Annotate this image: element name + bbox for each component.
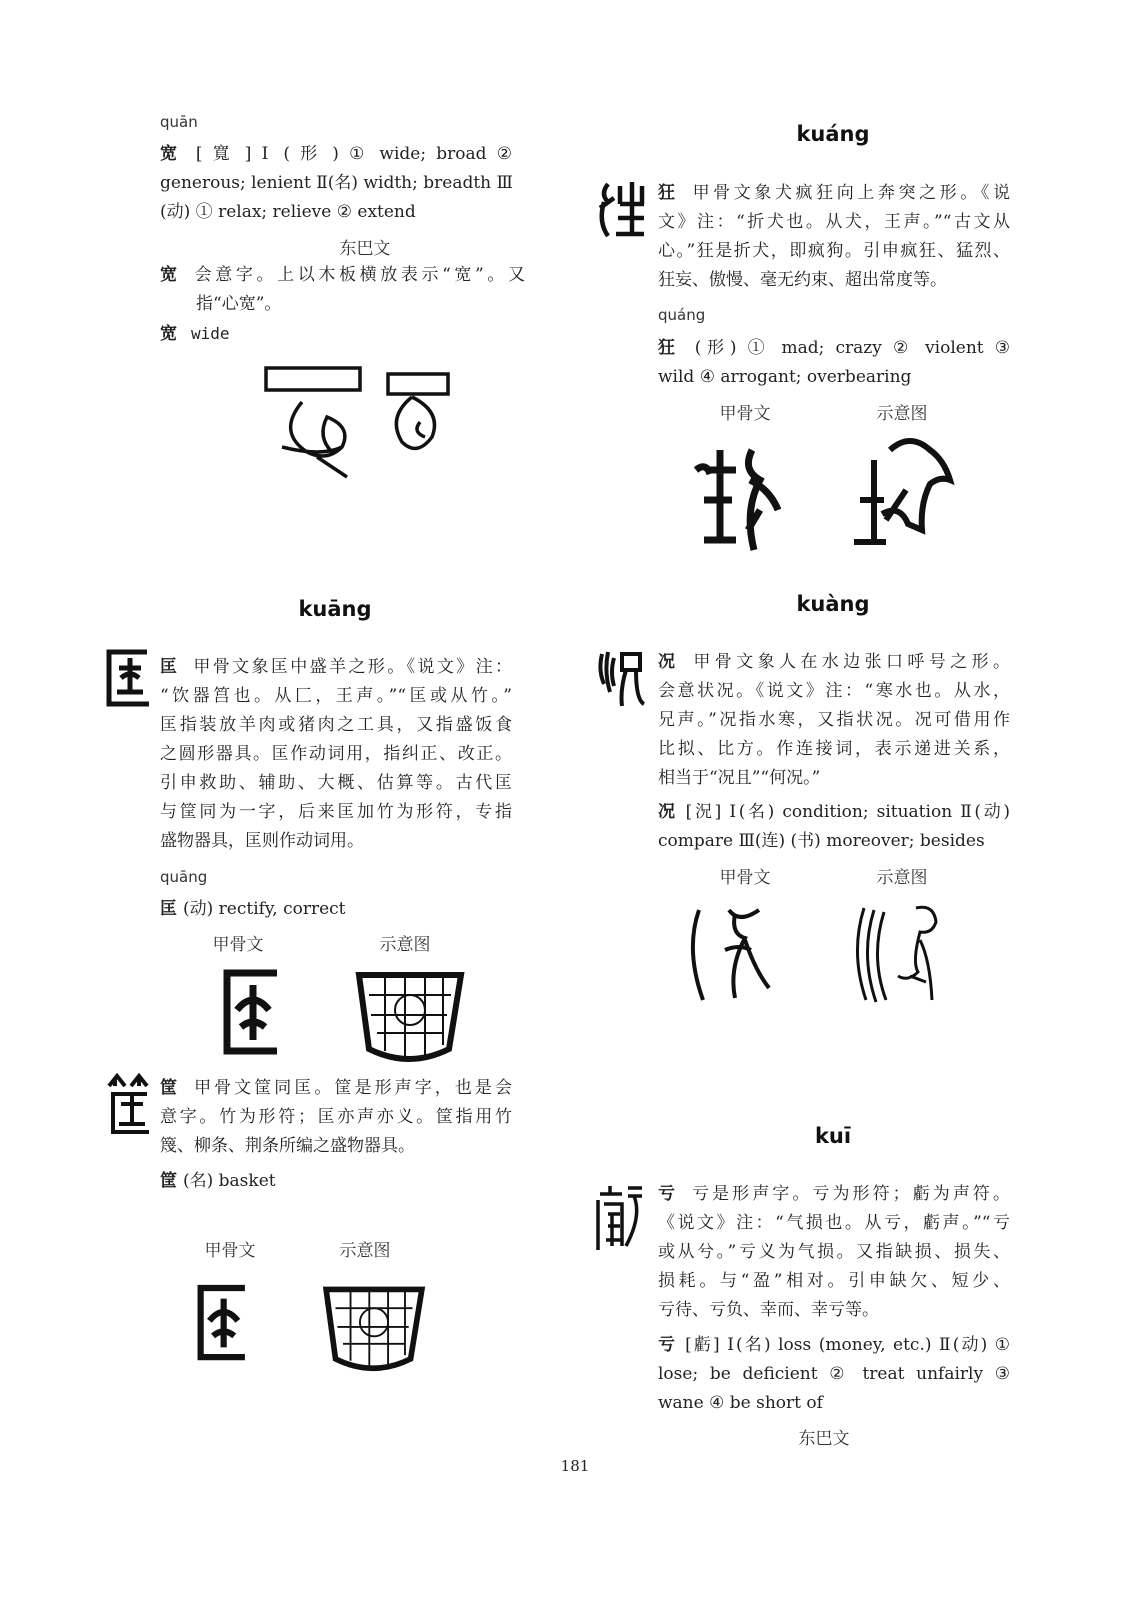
seal-script-kui-icon [594,1180,644,1256]
text-line: 匡指装放羊肉或猪肉之工具，又指盛饭食 [160,715,512,735]
kuang2-explanation [658,179,1010,295]
gloss: wide [191,324,230,343]
caption-diagram: 示意图 [876,868,928,888]
headword: 狂 [658,183,679,203]
text-line: 盛物器具，匡则作动词用。 [160,831,364,851]
def-line: generous; lenient Ⅱ(名) width; breadth Ⅲ [160,173,513,193]
def-line: [況] Ⅰ(名) condition; situation Ⅱ(动) [685,802,1011,822]
text-line: 甲骨文象匡中盛羊之形。《说文》注： [193,657,513,677]
pinyin-quan: quān [160,113,198,131]
seal-script-kuang-basket-icon [103,1072,153,1138]
text-line: 指“心宽”。 [196,294,282,314]
text-line: 与筐同为一字，后来匡加竹为形符，专指 [160,802,512,822]
kuang2-definition [658,334,1010,392]
headword: 匡 [160,899,177,919]
text-line: 亏待、亏负、幸而、幸亏等。 [658,1300,879,1320]
diagram-person-by-water-image [850,900,945,1005]
text-line: 损耗。与“盈”相对。引申缺欠、短少、 [658,1271,1010,1291]
caption-oracle: 甲骨文 [212,935,264,955]
diagram-mad-dog-image [850,430,960,550]
heading-kuang1: kuāng [298,597,372,621]
text-line: 意字。竹为形符；匡亦声亦义。筐指用竹 [160,1107,512,1127]
diagram-basket-image [322,1280,426,1372]
headword: 筐 [160,1078,181,1098]
def-line: lose; be deficient ② treat unfairly ③ [658,1364,1010,1384]
text-line: 文》注：“折犬也。从犬，王声。”“古文从 [658,212,1010,232]
kuang-basket-explanation [160,1074,512,1196]
text-line: “饮器筥也。从匚，王声。”“匡或从竹。” [160,686,512,706]
text-line: 会意状况。《说文》注：“寒水也。从水， [658,681,1010,701]
headword: 宽 [160,265,181,285]
caption-diagram: 示意图 [876,404,928,424]
caption-oracle: 甲骨文 [719,868,771,888]
seal-script-kuang-icon [103,648,153,710]
headword: 亏 [658,1184,679,1204]
pinyin-quang: quāng [160,868,208,886]
text-line: 心。”狂是折犬，即疯狗。引申疯狂、猛烈、 [658,241,1010,261]
text-line: 甲骨文象犬疯狂向上奔突之形。《说 [692,183,1010,203]
def-line: [ 寬 ] Ⅰ ( 形 ) ① wide; broad ② [195,144,513,164]
seal-script-kuang-condition-icon [596,648,646,710]
text-line: 兄声。”况指水寒，又指状况。况可借用作 [658,710,1010,730]
headword: 匡 [160,657,180,677]
oracle-kuang-basket-glyph [190,1278,252,1368]
text-line: 甲骨文筐同匡。筐是形声字，也是会 [194,1078,512,1098]
kuang1-definition [160,895,512,924]
headword: 宽 [160,324,177,344]
page-number: 181 [560,1457,590,1475]
headword: 筐 [160,1171,177,1191]
text-line: 会意字。上以木板横放表示“宽”。又 [194,265,525,285]
def-line: wild ④ arrogant; overbearing [658,367,912,387]
heading-kui: kuī [814,1124,852,1148]
def-line: [虧] Ⅰ(名) loss (money, etc.) Ⅱ(动) ① [685,1335,1011,1355]
caption-oracle: 甲骨文 [719,404,771,424]
kuang4-explanation [658,648,1010,856]
pinyin-quang2: quáng [658,306,706,324]
seal-script-kuang-mad-icon [596,178,646,240]
text-line: 比拟、比方。作连接词，表示递进关系， [658,739,1010,759]
text-line: 之圆形器具。匡作动词用，指纠正、改正。 [160,744,512,764]
kuan-dongba-text [160,261,525,349]
text-line: 甲骨文象人在水边张口呼号之形。 [693,652,1011,672]
kuan-definition [160,140,512,227]
text-line: 或从兮。”亏义为气损。又指缺损、损失、 [658,1242,1010,1262]
diagram-basket-image [355,965,465,1063]
def-line: (动) rectify, correct [183,899,346,919]
heading-kuang2: kuáng [796,122,870,146]
def-line: (形) ① mad; crazy ② violent ③ [694,338,1010,358]
def-line: wane ④ be short of [658,1393,823,1413]
caption-diagram: 示意图 [379,935,431,955]
kuang1-explanation [160,653,512,856]
def-line: (名) basket [183,1171,276,1191]
headword: 况 [658,802,678,822]
dongba-kuan-glyph [262,362,457,480]
headword: 况 [658,652,680,672]
dongba-caption: 东巴文 [339,239,391,259]
headword: 亏 [658,1335,678,1355]
text-line: 篾、柳条、荆条所编之盛物器具。 [160,1136,415,1156]
text-line: 《说文》注：“气损也。从亏，虧声。”“亏 [658,1213,1010,1233]
dongba-caption: 东巴文 [798,1429,850,1449]
caption-diagram: 示意图 [339,1241,391,1261]
def-line: (动) ① relax; relieve ② extend [160,202,416,222]
oracle-kuang-condition-glyph [685,900,775,1005]
headword: 狂 [658,338,681,358]
text-line: 狂妄、傲慢、毫无约束、超出常度等。 [658,270,947,290]
oracle-kuang-mad-glyph [690,440,785,558]
def-line: compare Ⅲ(连) (书) moreover; besides [658,831,985,851]
oracle-kuang-glyph [215,965,285,1060]
kui-explanation [658,1180,1010,1418]
headword: 宽 [160,144,182,164]
text-line: 亏是形声字。亏为形符；虧为声符。 [692,1184,1010,1204]
text-line: 相当于“况且”“何况。” [658,768,821,788]
caption-oracle: 甲骨文 [204,1241,256,1261]
heading-kuang4: kuàng [796,592,870,616]
text-line: 引申救助、辅助、大概、估算等。古代匡 [160,773,512,793]
